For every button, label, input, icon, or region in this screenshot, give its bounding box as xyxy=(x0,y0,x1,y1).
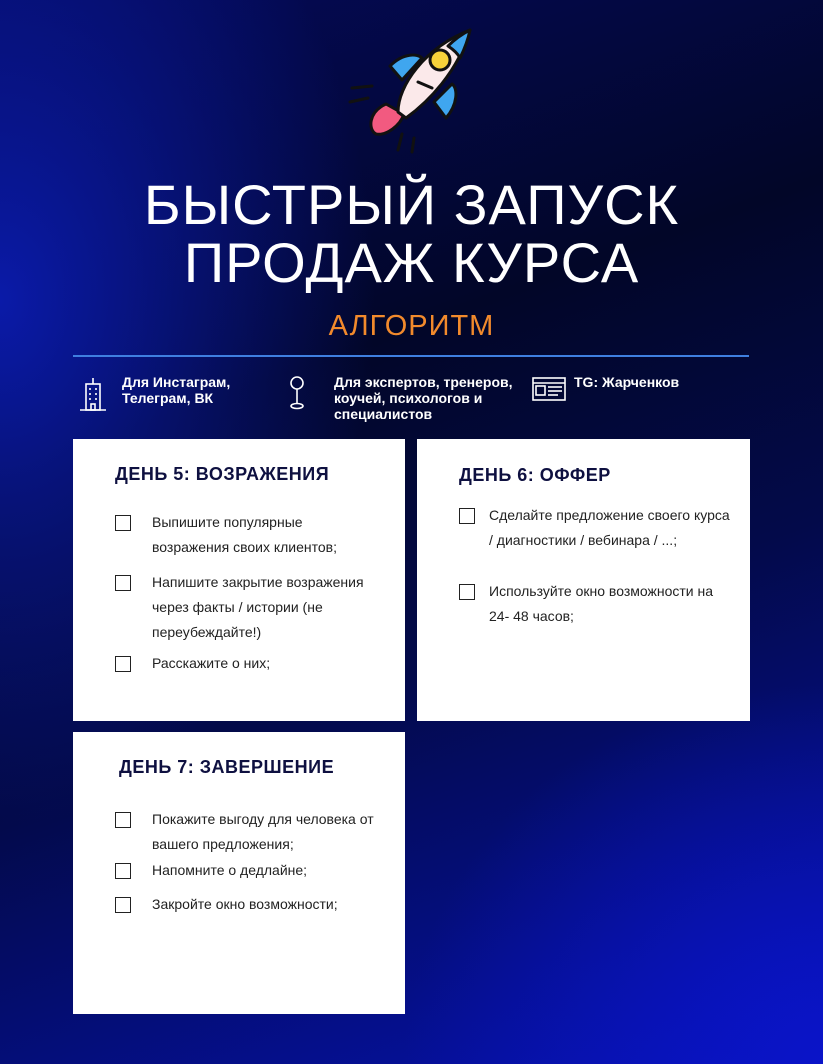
checklist-item-label: Сделайте предложение своего курса / диагностики / вебинара / ...; xyxy=(489,507,730,548)
card-day-6 xyxy=(417,439,750,721)
checklist-item-label: Закройте окно возможности; xyxy=(152,896,338,912)
checklist-item xyxy=(115,812,390,857)
checklist-item-label: Выпишите популярные возражения своих клиентов; xyxy=(152,514,338,555)
info-contact xyxy=(532,374,714,402)
checkbox[interactable] xyxy=(115,656,131,672)
checkbox[interactable] xyxy=(115,515,131,531)
checklist-item-label: Покажите выгоду для человека от вашего предложения; xyxy=(152,811,374,852)
building-icon xyxy=(78,374,108,412)
info-audience-text: Для экспертов, тренеров, коучей, психологов и специалистов xyxy=(334,374,513,422)
title-line-1: БЫСТРЫЙ ЗАПУСК xyxy=(143,173,680,236)
info-audience xyxy=(288,374,534,422)
info-contact-text: TG: Жарченков xyxy=(574,374,680,390)
checklist-item-label: Напишите закрытие возражения через факты / истории (не переубеждайте!) xyxy=(152,574,364,640)
checkbox[interactable] xyxy=(459,584,475,600)
checklist-item xyxy=(115,897,390,917)
card-day-6-title: ДЕНЬ 6: ОФФЕР xyxy=(459,465,611,485)
id-card-icon xyxy=(532,374,566,402)
title-line-2: ПРОДАЖ КУРСА xyxy=(183,231,640,294)
checklist-item-label: Напомните о дедлайне; xyxy=(152,862,308,878)
checklist-item xyxy=(115,515,375,560)
page-subtitle: АЛГОРИТМ xyxy=(328,310,495,342)
info-platforms xyxy=(78,374,272,412)
checklist-item-label: Расскажите о них; xyxy=(152,655,271,671)
card-day-5 xyxy=(73,439,405,721)
page-title xyxy=(0,173,823,294)
card-day-5-title: ДЕНЬ 5: ВОЗРАЖЕНИЯ xyxy=(115,464,330,484)
checklist-item xyxy=(115,656,375,676)
checklist-item xyxy=(459,584,734,629)
checkbox[interactable] xyxy=(115,575,131,591)
card-day-7 xyxy=(73,732,405,1014)
pin-icon xyxy=(288,374,318,412)
checklist-item-label: Используйте окно возможности на 24- 48 часов; xyxy=(489,583,714,624)
rocket-icon xyxy=(346,26,476,156)
checkbox[interactable] xyxy=(459,508,475,524)
checkbox[interactable] xyxy=(115,812,131,828)
card-day-7-title: ДЕНЬ 7: ЗАВЕРШЕНИЕ xyxy=(119,757,335,777)
info-platforms-text: Для Инстаграм, Телеграм, ВК xyxy=(122,374,231,406)
checklist-item xyxy=(115,863,390,883)
checkbox[interactable] xyxy=(115,863,131,879)
checklist-item xyxy=(115,575,375,645)
header-divider xyxy=(73,355,749,357)
checkbox[interactable] xyxy=(115,897,131,913)
checklist-item xyxy=(459,508,734,553)
